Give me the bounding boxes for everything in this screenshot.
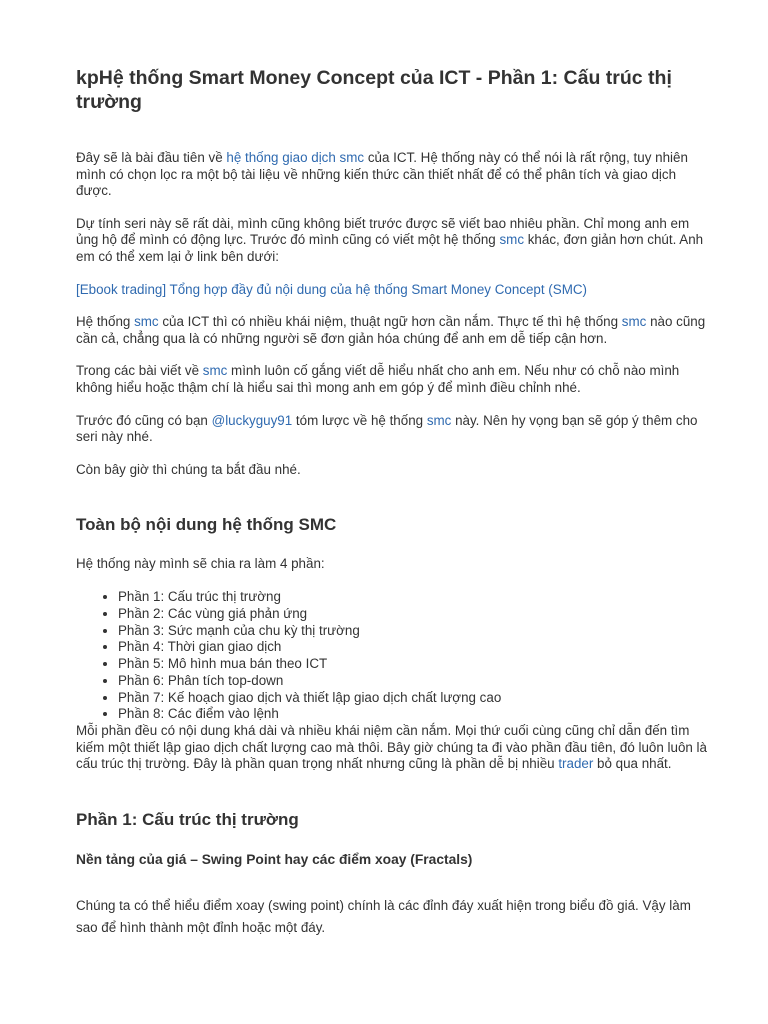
text: khác, đơn giản hơn chút. Anh em có thể xem lại ở link bên dưới: <box>76 232 704 264</box>
list-item: • Phần 2: Các vùng giá phản ứng <box>118 606 708 623</box>
swing-point-paragraph: Chúng ta có thể hiểu điểm xoay (swing point) chính là các đỉnh đáy xuất hiện trong biểu đồ giá. Vậy làm sao để hình thành một đỉnh hoặc một đáy. <box>76 898 691 936</box>
text: Trong các bài viết về <box>76 363 203 379</box>
link-smc-trading-system[interactable]: hệ thống giao dịch smc <box>226 150 365 165</box>
list-item: • Phần 8: Các điểm vào lệnh <box>118 706 708 723</box>
text: Hệ thống <box>76 314 135 330</box>
text: của ICT. Hệ thống này có thể nói là rất rộng, tuy nhiên mình có chọn lọc ra một bộ tài liệu về những kiến thức cần thiết nhất để có thể phân tích và giao dịch được. <box>76 150 688 199</box>
list-item: • Phần 1: Cấu trúc thị trường <box>118 589 708 606</box>
page-title: kpHệ thống Smart Money Concept của ICT - Phần 1: Cấu trúc thị trường <box>76 67 672 113</box>
intro-paragraph-2 <box>76 216 708 266</box>
intro-paragraph-5 <box>76 413 708 446</box>
text: bỏ qua nhất. <box>593 756 672 772</box>
text: mình luôn cố gắng viết dễ hiểu nhất cho anh em. Nếu như có chỗ nào mình không hiểu hoặc thậm chí là hiểu sai thì mong anh em góp ý để mình điều chỉnh nhé. <box>76 363 680 395</box>
list-item: • Phần 6: Phân tích top-down <box>118 673 708 690</box>
subheading-swing-point: Nền tảng của giá – Swing Point hay các điểm xoay (Fractals) <box>76 852 473 868</box>
text: này. Nên hy vọng bạn sẽ góp ý thêm cho seri này nhé. <box>76 412 698 445</box>
spacer <box>76 789 708 809</box>
parts-list <box>76 589 708 723</box>
section-lead: Hệ thống này mình sẽ chia ra làm 4 phần: <box>76 556 325 572</box>
text: Dự tính seri này sẽ rất dài, mình cũng không biết trước được sẽ viết bao nhiêu phần. Chỉ mong anh em ủng hộ để mình có động lực. Trước đó mình cũng có viết một hệ thống <box>76 215 690 248</box>
ebook-paragraph <box>76 282 708 299</box>
intro-paragraph-4 <box>76 363 708 396</box>
intro-paragraph-3 <box>76 314 708 347</box>
section-after-list <box>76 723 708 773</box>
text: Trước đó cũng có bạn <box>76 412 212 428</box>
section-heading-market-structure: Phần 1: Cấu trúc thị trường <box>76 810 299 830</box>
spacer <box>76 494 708 514</box>
link-smc[interactable]: smc <box>202 363 228 379</box>
list-item: • Phần 3: Sức mạnh của chu kỳ thị trường <box>118 623 708 640</box>
list-item: • Phần 5: Mô hình mua bán theo ICT <box>118 656 708 673</box>
link-trader[interactable]: trader <box>558 756 594 772</box>
link-user-luckyguy91[interactable]: @luckyguy91 <box>211 412 293 428</box>
link-smc[interactable]: smc <box>134 314 159 330</box>
intro-paragraph-6: Còn bây giờ thì chúng ta bắt đầu nhé. <box>76 461 301 477</box>
text: Đây sẽ là bài đầu tiên về <box>76 150 227 165</box>
link-smc[interactable]: smc <box>499 232 525 248</box>
text: Mỗi phần đều có nội dung khá dài và nhiều khái niệm cần nắm. Mọi thứ cuối cùng cũng chỉ dẫn đến tìm kiếm một thiết lập giao dịch chất lượng cao mà thôi. Bây giờ chúng ta đi vào phần đầu tiên, đó luôn luôn là cấu trúc thị trường. Đây là phần quan trọng nhất nhưng cũng là phần dễ bị nhiều <box>76 723 707 772</box>
text: tóm lược về hệ thống <box>292 412 427 428</box>
text: nào cũng cần cả, chẳng qua là có những người sẽ đơn giản hóa chúng để anh em dễ tiếp cận hơn. <box>76 314 706 346</box>
section-heading-smc: Toàn bộ nội dung hệ thống SMC <box>76 515 337 535</box>
link-smc[interactable]: smc <box>621 314 647 330</box>
text: của ICT thì có nhiều khái niệm, thuật ngữ hơn cần nắm. Thực tế thì hệ thống <box>158 314 622 330</box>
list-item: • Phần 4: Thời gian giao dịch <box>118 639 708 656</box>
link-smc[interactable]: smc <box>426 412 452 428</box>
intro-paragraph-1 <box>76 150 708 200</box>
list-item: • Phần 7: Kế hoạch giao dịch và thiết lập giao dịch chất lượng cao <box>118 690 708 707</box>
link-ebook-smc[interactable]: [Ebook trading] Tổng hợp đầy đủ nội dung của hệ thống Smart Money Concept (SMC) <box>76 281 587 297</box>
